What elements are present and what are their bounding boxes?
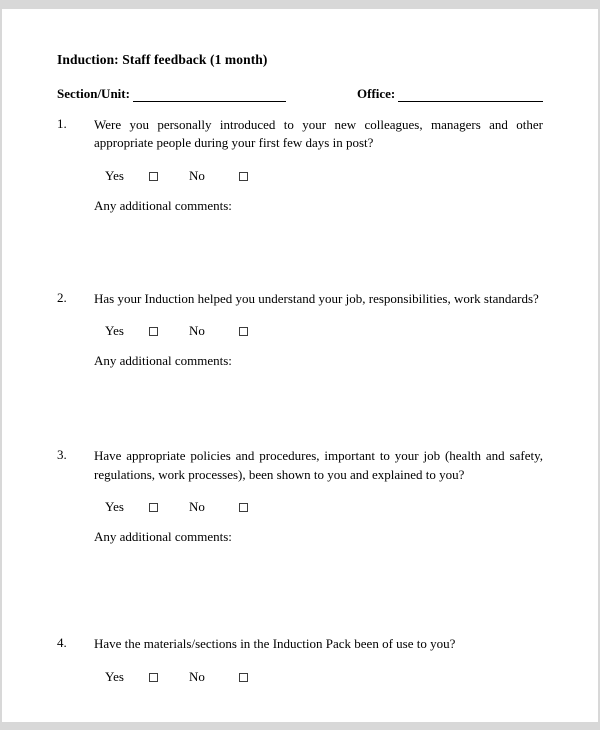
yes-no-row	[105, 168, 543, 184]
yes-checkbox[interactable]	[149, 172, 158, 181]
section-unit-field[interactable]	[133, 88, 286, 102]
yes-label: Yes	[105, 668, 124, 684]
question-block-1	[57, 116, 543, 276]
section-unit-label: Section/Unit:	[57, 86, 130, 101]
answer-space	[57, 214, 543, 276]
no-label: No	[189, 323, 205, 339]
answer-space	[57, 545, 543, 621]
section-unit-group	[57, 86, 286, 102]
no-checkbox[interactable]	[239, 172, 248, 181]
no-label: No	[189, 668, 205, 684]
header-fields-row	[57, 86, 543, 102]
office-field[interactable]	[398, 88, 543, 102]
form-page	[2, 9, 598, 722]
question-text: Have appropriate policies and procedures, important to your job (health and safety, regulations, work processes), been shown to you and explained to you?	[94, 448, 543, 482]
question-text: Were you personally introduced to your new colleagues, managers and other appropriate people during your first few days in post?	[94, 117, 543, 151]
no-label: No	[189, 499, 205, 515]
yes-checkbox[interactable]	[149, 503, 158, 512]
question-block-4	[57, 635, 543, 684]
yes-label: Yes	[105, 323, 124, 339]
yes-label: Yes	[105, 499, 124, 515]
no-checkbox[interactable]	[239, 673, 248, 682]
question-number: 3.	[57, 447, 67, 463]
yes-checkbox[interactable]	[149, 673, 158, 682]
office-group	[357, 86, 543, 102]
comments-label: Any additional comments:	[94, 353, 232, 369]
form-title: Induction: Staff feedback (1 month)	[57, 52, 268, 67]
question-number: 1.	[57, 116, 67, 131]
question-block-3	[57, 447, 543, 621]
answer-space	[57, 369, 543, 433]
no-checkbox[interactable]	[239, 327, 248, 336]
office-label: Office:	[357, 86, 396, 101]
no-checkbox[interactable]	[239, 503, 248, 512]
comments-label: Any additional comments:	[94, 197, 232, 213]
yes-label: Yes	[105, 167, 124, 183]
yes-no-row	[105, 323, 543, 339]
question-text: Have the materials/sections in the Induction Pack been of use to you?	[94, 636, 456, 652]
question-number: 4.	[57, 635, 67, 651]
yes-checkbox[interactable]	[149, 327, 158, 336]
question-text: Has your Induction helped you understand your job, responsibilities, work standards?	[94, 290, 539, 306]
comments-label: Any additional comments:	[94, 529, 232, 545]
yes-no-row	[105, 499, 543, 515]
question-number: 2.	[57, 289, 67, 305]
question-block-2	[57, 290, 543, 433]
yes-no-row	[105, 669, 543, 685]
no-label: No	[189, 167, 205, 183]
